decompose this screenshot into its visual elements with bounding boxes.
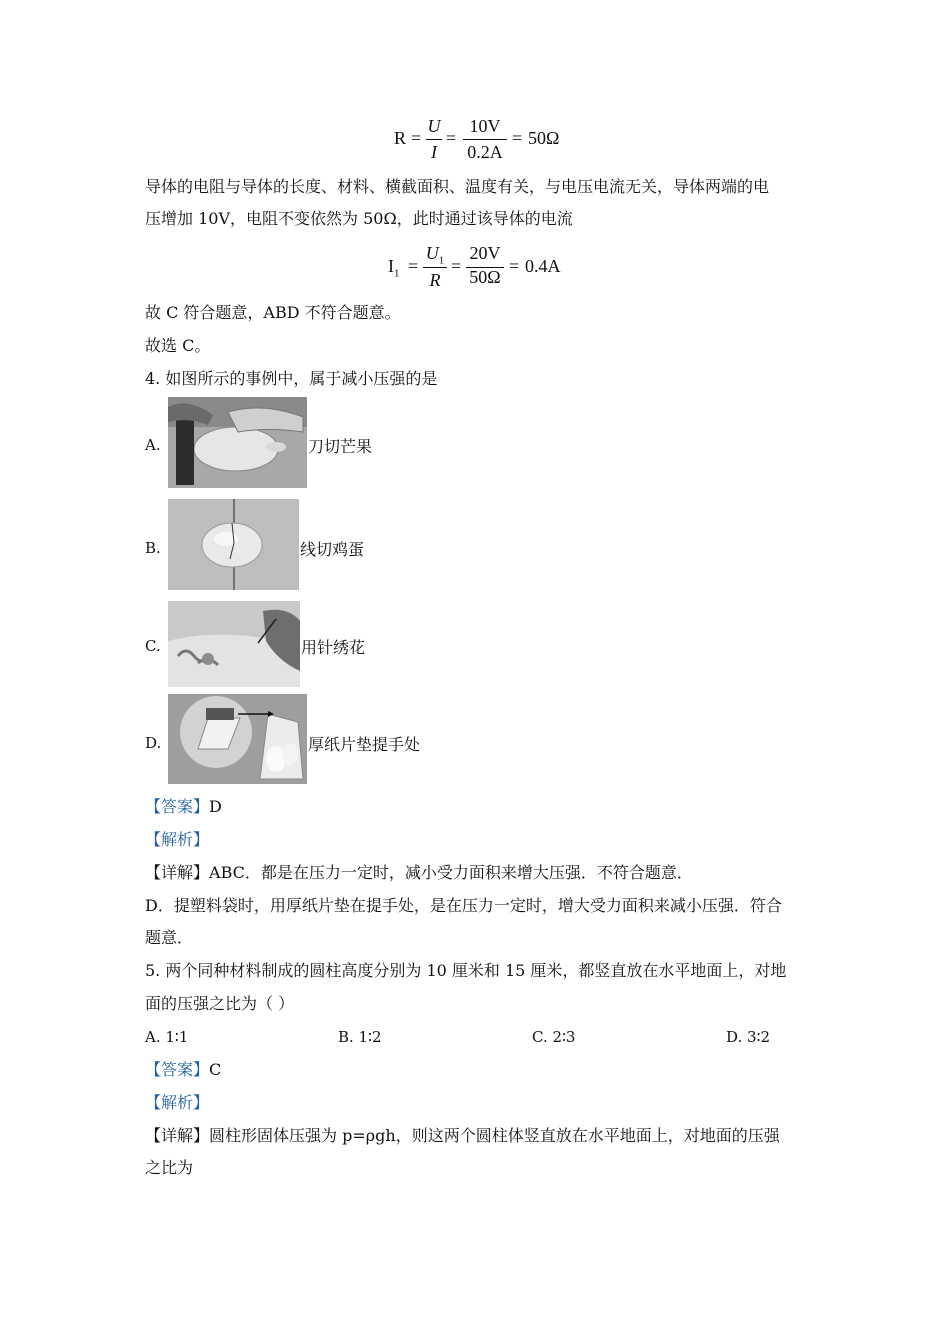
document-page: R = U I = 10V 0.2A = 50Ω 导体的电阻与导体的长度、材料、横截面积、温度有关，与电压电流无关，导体两端的电 压增加 10V，电阻不变依然为 50Ω，此时通过该导体的电流 $I_1$ = $U_1$ R = 20V 50Ω = 0.4A 故 C 符合题意，ABD 不符合题意。 故选 C。 4. 如图所示的事例中，属于减小压强的是 A. 刀切芒果 B. 线切鸡蛋 C. 用针绣花 D. 厚纸片垫提手处 【答案】D 【解析】 【详解】ABC．都是在压力一定时，减小受力面积来增大压强．不符合题意． D．提塑料袋时，用厚纸片垫在提手处，是在压力一定时，增大受力面积来减小压强．符合 题意． 5. 两个同种材料制成的圆柱高度分别为 10 厘米和 15 厘米，都竖直放在水平地面上，对地 面的压强之比为（ ） A. 1∶1 B. 1∶2 C. 2∶3 D. 3∶2 【答案】C 【解析】 【详解】圆柱形固体压强为 p=ρgh，则这两个圆柱体竖直放在水平地面上，对地面的压强 之比为 [145, 116, 787, 1177]
q5-choice-c: C. 2∶3 [532, 1028, 576, 1046]
mango-knife-illustration [168, 397, 307, 488]
q5-choice-a: A. 1∶1 [145, 1028, 189, 1046]
question5-stem: 面的压强之比为（ ） [145, 994, 295, 1013]
egg-thread-illustration [168, 499, 299, 590]
option-a-caption: 刀切芒果 [308, 437, 373, 456]
formula1-frac-ui: U I [427, 116, 441, 162]
formula2-frac-values: 20V 50Ω [466, 243, 504, 288]
option-d-label: D. [145, 734, 162, 752]
q4-detail-line: 【详解】ABC．都是在压力一定时，减小受力面积来增大压强．不符合题意． [145, 863, 693, 882]
question4-stem: 4. 如图所示的事例中，属于减小压强的是 [145, 369, 438, 388]
paper-pad-bag-illustration [168, 694, 307, 784]
q4-detail-line: D．提塑料袋时，用厚纸片垫在提手处，是在压力一定时，增大受力面积来减小压强．符合 [145, 896, 782, 915]
q4-analysis-tag: 【解析】 [145, 830, 210, 849]
paragraph-line: 导体的电阻与导体的长度、材料、横截面积、温度有关，与电压电流无关，导体两端的电 [145, 177, 770, 196]
option-d-caption: 厚纸片垫提手处 [308, 735, 421, 754]
option-b-caption: 线切鸡蛋 [300, 540, 365, 559]
formula2-lhs: $I_1$ [388, 256, 400, 280]
embroidery-photo [168, 601, 300, 687]
conclusion-line: 故选 C。 [145, 336, 211, 355]
needle-embroidery-illustration [168, 601, 300, 687]
bag-handle-photo [168, 694, 307, 784]
q5-answer: 【答案】C [145, 1060, 222, 1079]
formula1-lhs: R [394, 128, 407, 148]
formula1-result: 50Ω [528, 128, 560, 148]
mango-cutting-photo [168, 397, 307, 488]
q4-answer: 【答案】D [145, 797, 222, 816]
q5-analysis-tag: 【解析】 [145, 1093, 210, 1112]
q5-detail-line: 之比为 [145, 1158, 194, 1177]
q4-detail-line: 题意． [145, 928, 194, 947]
option-a-label: A. [145, 436, 161, 454]
q5-choice-d: D. 3∶2 [726, 1028, 771, 1046]
formula1-frac-values: 10V 0.2A [463, 116, 507, 163]
question5-stem: 5. 两个同种材料制成的圆柱高度分别为 10 厘米和 15 厘米，都竖直放在水平地面上，对地 [145, 961, 787, 980]
formula2-result: 0.4A [525, 256, 561, 276]
option-c-label: C. [145, 637, 161, 655]
option-c-caption: 用针绣花 [301, 638, 366, 657]
q5-choice-b: B. 1∶2 [338, 1028, 382, 1046]
egg-cutting-photo [168, 499, 299, 590]
option-b-label: B. [145, 539, 161, 557]
q5-detail-line: 【详解】圆柱形固体压强为 p=ρgh，则这两个圆柱体竖直放在水平地面上，对地面的压强 [145, 1126, 780, 1145]
formula2-frac-ur: $U_1$ R [423, 243, 447, 291]
paragraph-line: 压增加 10V，电阻不变依然为 50Ω，此时通过该导体的电流 [145, 209, 573, 228]
conclusion-line: 故 C 符合题意，ABD 不符合题意。 [145, 303, 401, 322]
